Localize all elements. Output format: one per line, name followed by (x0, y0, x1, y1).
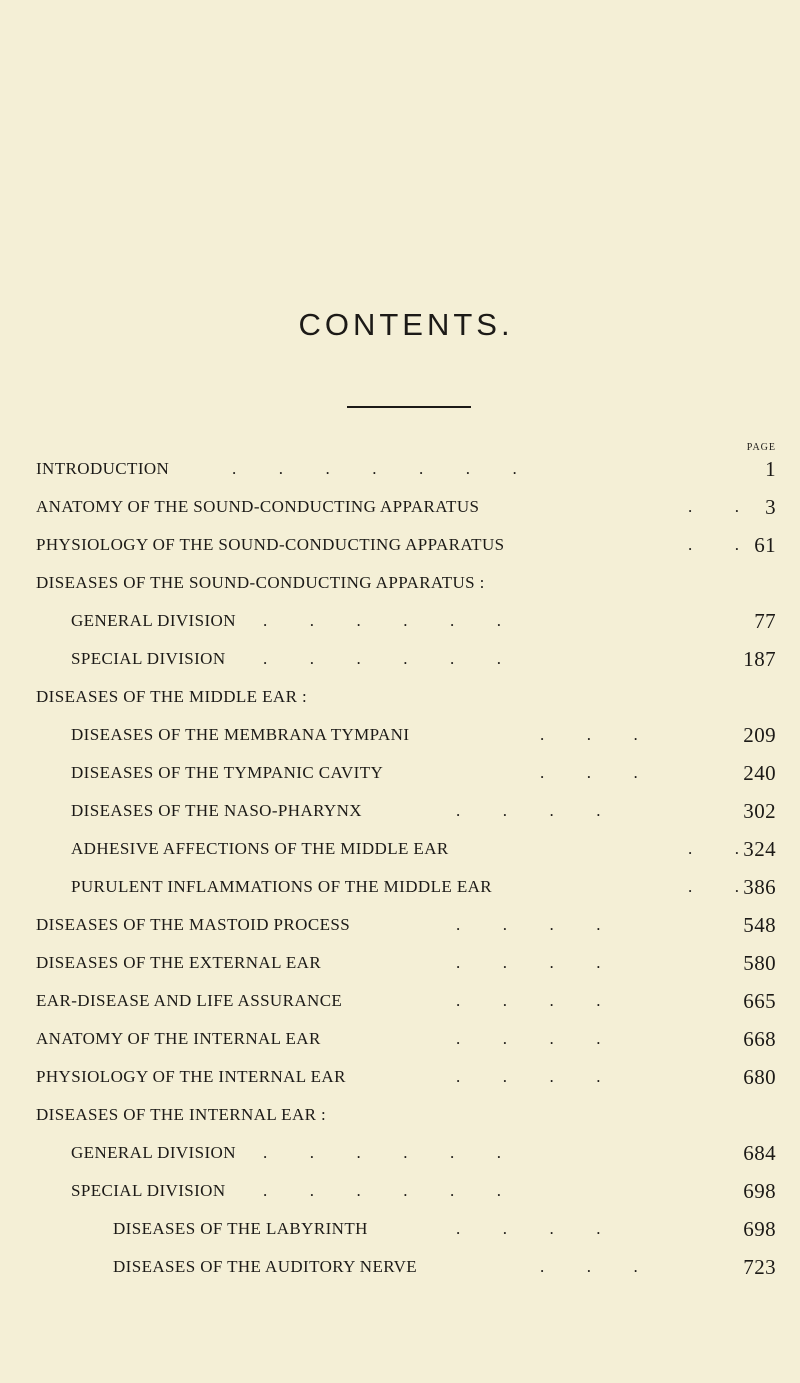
toc-entry-title: DISEASES OF THE TYMPANIC CAVITY (71, 763, 384, 782)
toc-entry (0, 640, 800, 678)
toc-leader-dots: . . (688, 839, 739, 858)
toc-entry-page: 698 (743, 1178, 776, 1203)
toc-entry (0, 1134, 800, 1172)
toc-section-title: DISEASES OF THE MIDDLE EAR : (36, 687, 308, 706)
toc-leader-dots: . . . . (456, 991, 601, 1010)
toc-leader-dots: . . . (540, 1257, 638, 1276)
toc-leader-dots: . . . . . . (263, 1143, 501, 1162)
toc-entry-title: EAR-DISEASE AND LIFE ASSURANCE (36, 991, 343, 1010)
toc-entry (0, 450, 800, 488)
toc-entry-page: 548 (743, 912, 776, 937)
toc-leader-dots: . . (688, 877, 739, 896)
toc-entry-title: ANATOMY OF THE SOUND-CONDUCTING APPARATUS (36, 497, 480, 516)
toc-entry (0, 830, 800, 868)
toc-entry (0, 868, 800, 906)
toc-entry-page: 77 (754, 608, 776, 633)
toc-leader-dots: . . . . . . . (232, 459, 517, 478)
toc-section-heading (0, 564, 800, 602)
toc-entry-title: ADHESIVE AFFECTIONS OF THE MIDDLE EAR (71, 839, 449, 858)
toc-leader-dots: . . . . (456, 953, 601, 972)
toc-entry-page: 668 (743, 1026, 776, 1051)
toc-entry-title: DISEASES OF THE AUDITORY NERVE (113, 1257, 418, 1276)
toc-entry-title: GENERAL DIVISION (71, 1143, 236, 1162)
toc-entry (0, 1210, 800, 1248)
toc-entry-title: DISEASES OF THE MASTOID PROCESS (36, 915, 351, 934)
toc-entry-title: PHYSIOLOGY OF THE INTERNAL EAR (36, 1067, 346, 1086)
page-title: CONTENTS. (298, 307, 514, 342)
toc-leader-dots: . . (688, 497, 739, 516)
toc-entry (0, 792, 800, 830)
toc-entry (0, 488, 800, 526)
toc-entry-title: ANATOMY OF THE INTERNAL EAR (36, 1029, 321, 1048)
toc-entry-page: 698 (743, 1216, 776, 1241)
toc-leader-dots: . . . (540, 763, 638, 782)
toc-entry-page: 723 (743, 1254, 776, 1279)
toc-section-title: DISEASES OF THE INTERNAL EAR : (36, 1105, 327, 1124)
toc-leader-dots: . . . . . . (263, 649, 501, 668)
page-column-label: PAGE (746, 442, 776, 453)
toc-entry-title: DISEASES OF THE NASO-PHARYNX (71, 801, 362, 820)
toc-entry-page: 1 (765, 456, 776, 481)
toc-entry (0, 526, 800, 564)
toc-leader-dots: . . . . (456, 1219, 601, 1238)
toc-leader-dots: . . . . (456, 1067, 601, 1086)
toc-entry-page: 324 (743, 836, 776, 861)
toc-leader-dots: . . . . (456, 801, 601, 820)
toc-entry (0, 602, 800, 640)
toc-entry (0, 716, 800, 754)
toc-section-heading (0, 678, 800, 716)
toc-leader-dots: . . . . (456, 915, 601, 934)
toc-entry-page: 3 (765, 494, 776, 519)
toc-entry-title: DISEASES OF THE EXTERNAL EAR (36, 953, 322, 972)
toc-entry-title: INTRODUCTION (36, 459, 170, 478)
toc-entry-title: DISEASES OF THE MEMBRANA TYMPANI (71, 725, 410, 744)
toc-entry-page: 684 (743, 1140, 776, 1165)
toc-entry-title: DISEASES OF THE LABYRINTH (113, 1219, 368, 1238)
toc-entry-page: 61 (754, 532, 776, 557)
toc-entry-page: 187 (743, 646, 776, 671)
toc-leader-dots: . . . (540, 725, 638, 744)
toc-entry (0, 1248, 800, 1286)
toc-leader-dots: . . . . . . (263, 611, 501, 630)
toc-entry-page: 580 (743, 950, 776, 975)
toc-leader-dots: . . . . (456, 1029, 601, 1048)
toc-entry (0, 1172, 800, 1210)
toc-entry-page: 240 (743, 760, 776, 785)
toc-leader-dots: . . . . . . (263, 1181, 501, 1200)
toc-entry-page: 665 (743, 988, 776, 1013)
toc-entry-title: SPECIAL DIVISION (71, 649, 226, 668)
toc-entry-title: PURULENT INFLAMMATIONS OF THE MIDDLE EAR (71, 877, 493, 896)
toc-entry (0, 906, 800, 944)
title-rule (347, 406, 471, 408)
toc-entry-title: PHYSIOLOGY OF THE SOUND-CONDUCTING APPARATUS (36, 535, 505, 554)
toc-entry (0, 754, 800, 792)
toc-entry (0, 944, 800, 982)
toc-entry-title: SPECIAL DIVISION (71, 1181, 226, 1200)
toc-entry-page: 386 (743, 874, 776, 899)
toc-entry (0, 1058, 800, 1096)
toc-entry-page: 680 (743, 1064, 776, 1089)
toc-entry-page: 209 (743, 722, 776, 747)
table-of-contents (0, 450, 800, 1286)
toc-section-heading (0, 1096, 800, 1134)
toc-section-title: DISEASES OF THE SOUND-CONDUCTING APPARATUS : (36, 573, 485, 592)
toc-entry-title: GENERAL DIVISION (71, 611, 236, 630)
toc-entry (0, 1020, 800, 1058)
toc-entry-page: 302 (743, 798, 776, 823)
toc-leader-dots: . . (688, 535, 739, 554)
toc-entry (0, 982, 800, 1020)
